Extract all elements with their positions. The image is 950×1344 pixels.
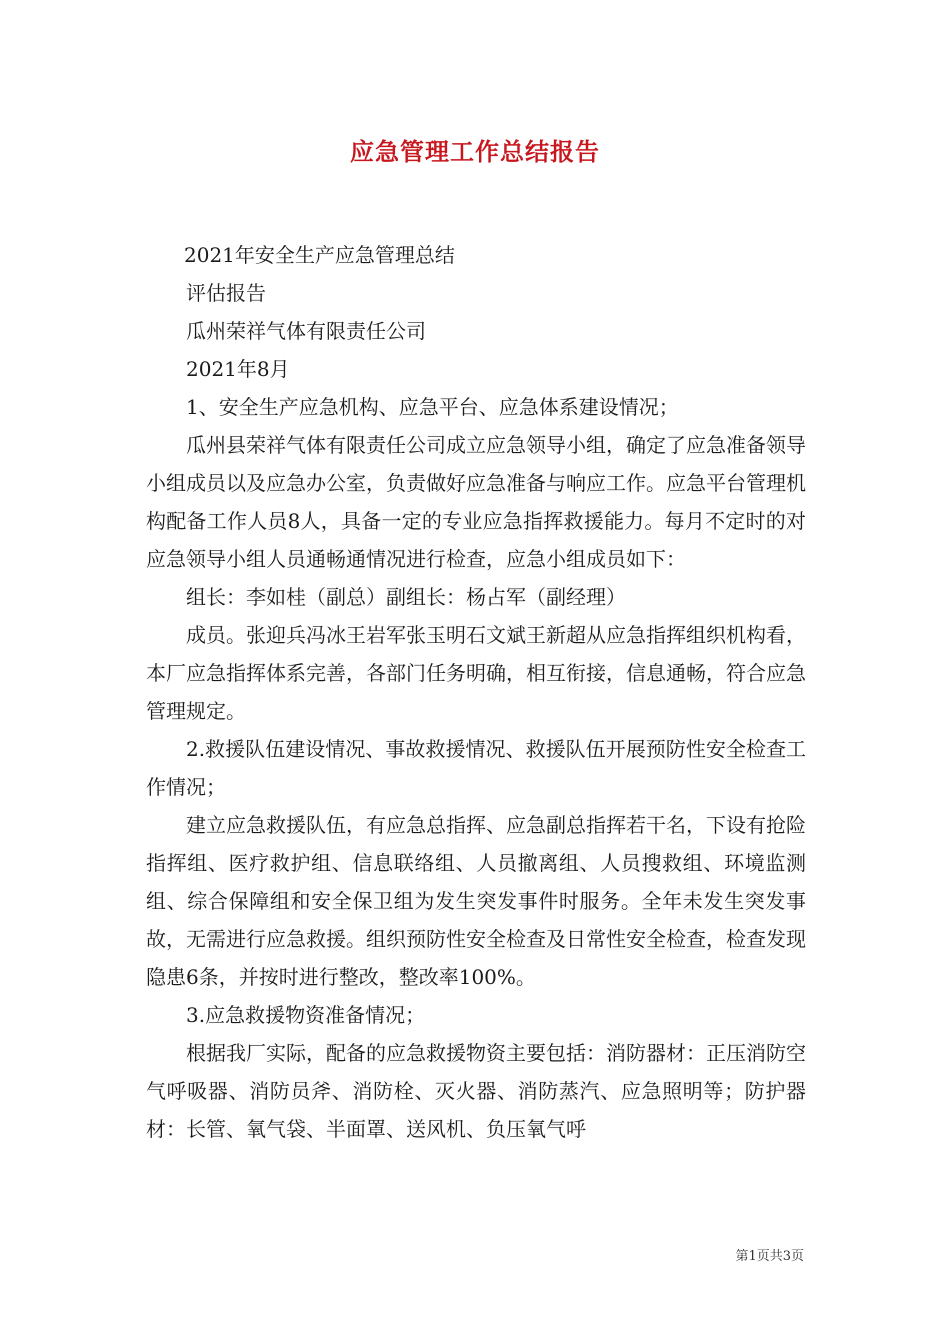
section-heading: 3.应急救援物资准备情况； <box>186 1003 426 1027</box>
page-number: 第1页共3页 <box>735 1249 804 1264</box>
body-paragraph: 建立应急救援队伍，有应急总指挥、应急副总指挥若干名，下设有抢险指挥组、医疗救护组、信息联络组、人员撤离组、人员搜救组、环境监测组、综合保障组和安全保卫组为发生突发事件时服务。全年未发生突发事故，无需进行应急救援。组织预防性安全检查及日常性安全检查，检查发现隐患6条，并按时进行整改，整改率100%。 <box>146 813 806 989</box>
header-line: 评估报告 <box>186 281 266 305</box>
document-body <box>146 236 806 1148</box>
document-title: 应急管理工作总结报告 <box>350 138 600 166</box>
body-paragraph: 组长：李如桂（副总）副组长：杨占军（副经理） <box>186 585 626 609</box>
body-paragraph: 瓜州县荣祥气体有限责任公司成立应急领导小组，确定了应急准备领导小组成员以及应急办公室，负责做好应急准备与响应工作。应急平台管理机构配备工作人员8人，具备一定的专业应急指挥救援能力。每月不定时的对应急领导小组人员通畅通情况进行检查，应急小组成员如下： <box>146 433 806 571</box>
section-heading: 2.救援队伍建设情况、事故救援情况、救援队伍开展预防性安全检查工作情况； <box>146 737 806 799</box>
header-line: 瓜州荣祥气体有限责任公司 <box>186 319 426 343</box>
header-line: 2021年安全生产应急管理总结 <box>184 243 455 267</box>
body-paragraph: 根据我厂实际，配备的应急救援物资主要包括：消防器材：正压消防空气呼吸器、消防员斧、消防栓、灭火器、消防蒸汽、应急照明等；防护器材：长管、氧气袋、半面罩、送风机、负压氧气呼 <box>146 1041 806 1141</box>
body-paragraph: 成员。张迎兵冯冰王岩军张玉明石文斌王新超从应急指挥组织机构看，本厂应急指挥体系完善，各部门任务明确，相互衔接，信息通畅，符合应急管理规定。 <box>146 623 806 723</box>
header-line: 2021年8月 <box>186 357 290 381</box>
section-heading: 1、安全生产应急机构、应急平台、应急体系建设情况； <box>186 395 679 419</box>
